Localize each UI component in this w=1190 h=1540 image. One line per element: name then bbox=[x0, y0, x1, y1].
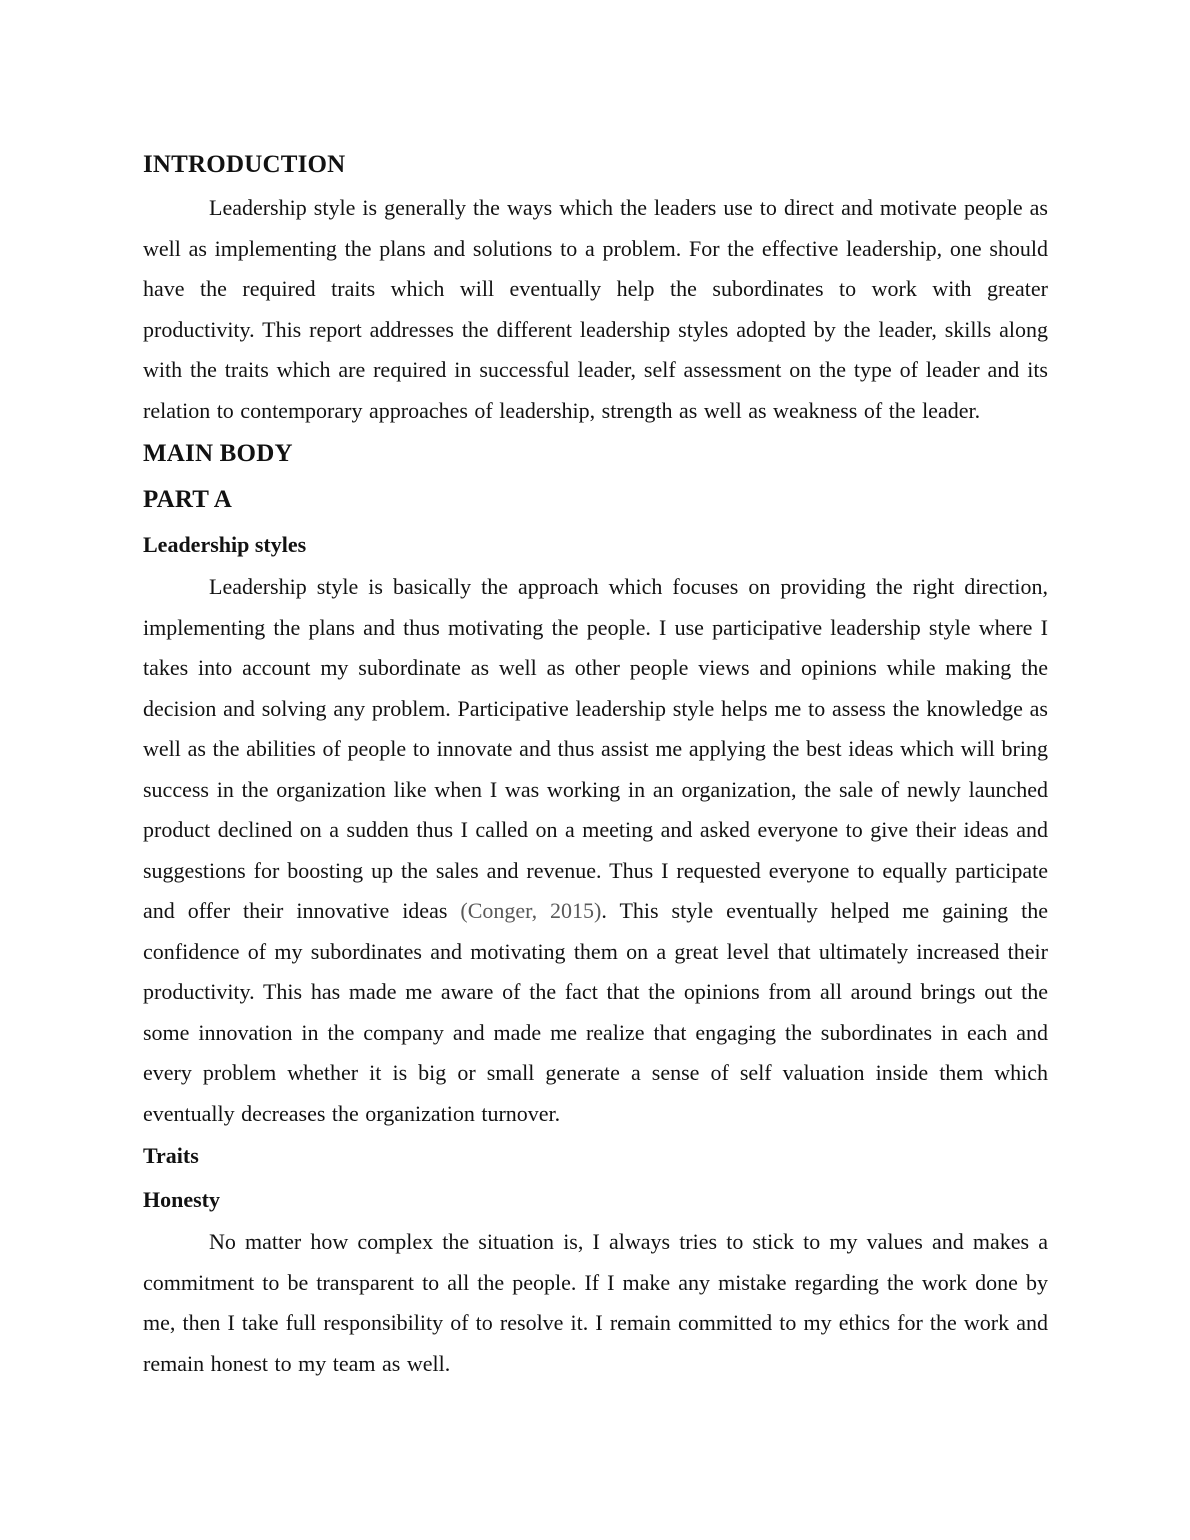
subheading-leadership-styles: Leadership styles bbox=[143, 532, 307, 557]
heading-part-a: PART A bbox=[143, 486, 232, 513]
paragraph-leadership-styles bbox=[143, 567, 1048, 1134]
leadership-text-before-citation: Leadership style is basically the approach which focuses on providing the right direction, implementing the plans and thus motivating the people. I use participative leadership style where I takes into account my subordinate as well as other people views and opinions while making the decision and solving any problem. Participative leadership style helps me to assess the knowledge as well as the abilities of people to innovate and thus assist me applying the best ideas which will bring success in the organization like when I was working in an organization, the sale of newly launched product declined on a sudden thus I called on a meeting and asked everyone to give their ideas and suggestions for boosting up the sales and revenue. Thus I requested everyone to equally participate and offer their innovative ideas bbox=[143, 574, 1048, 923]
heading-main-body: MAIN BODY bbox=[143, 440, 293, 467]
heading-introduction: INTRODUCTION bbox=[143, 151, 346, 178]
paragraph-introduction: Leadership style is generally the ways which the leaders use to direct and motivate people as well as implementing the plans and solutions to a problem. For the effective leadership, one should have the required traits which will eventually help the subordinates to work with greater productivity. This report addresses the different leadership styles adopted by the leader, skills along with the traits which are required in successful leader, self assessment on the type of leader and its relation to contemporary approaches of leadership, strength as well as weakness of the leader. bbox=[143, 195, 1048, 423]
paragraph-honesty: No matter how complex the situation is, I always tries to stick to my values and makes a commitment to be transparent to all the people. If I make any mistake regarding the work done by me, then I take full responsibility of to resolve it. I remain committed to my ethics for the work and remain honest to my team as well. bbox=[143, 1229, 1048, 1376]
subheading-honesty: Honesty bbox=[143, 1187, 220, 1212]
leadership-text-after-citation: . This style eventually helped me gaining the confidence of my subordinates and motivating them on a great level that ultimately increased their productivity. This has made me aware of the fact that the opinions from all around brings out the some innovation in the company and made me realize that engaging the subordinates in each and every problem whether it is big or small generate a sense of self valuation inside them which eventually decreases the organization turnover. bbox=[143, 898, 1048, 1126]
citation-conger-2015: (Conger, 2015) bbox=[460, 898, 602, 923]
subheading-traits: Traits bbox=[143, 1143, 199, 1168]
